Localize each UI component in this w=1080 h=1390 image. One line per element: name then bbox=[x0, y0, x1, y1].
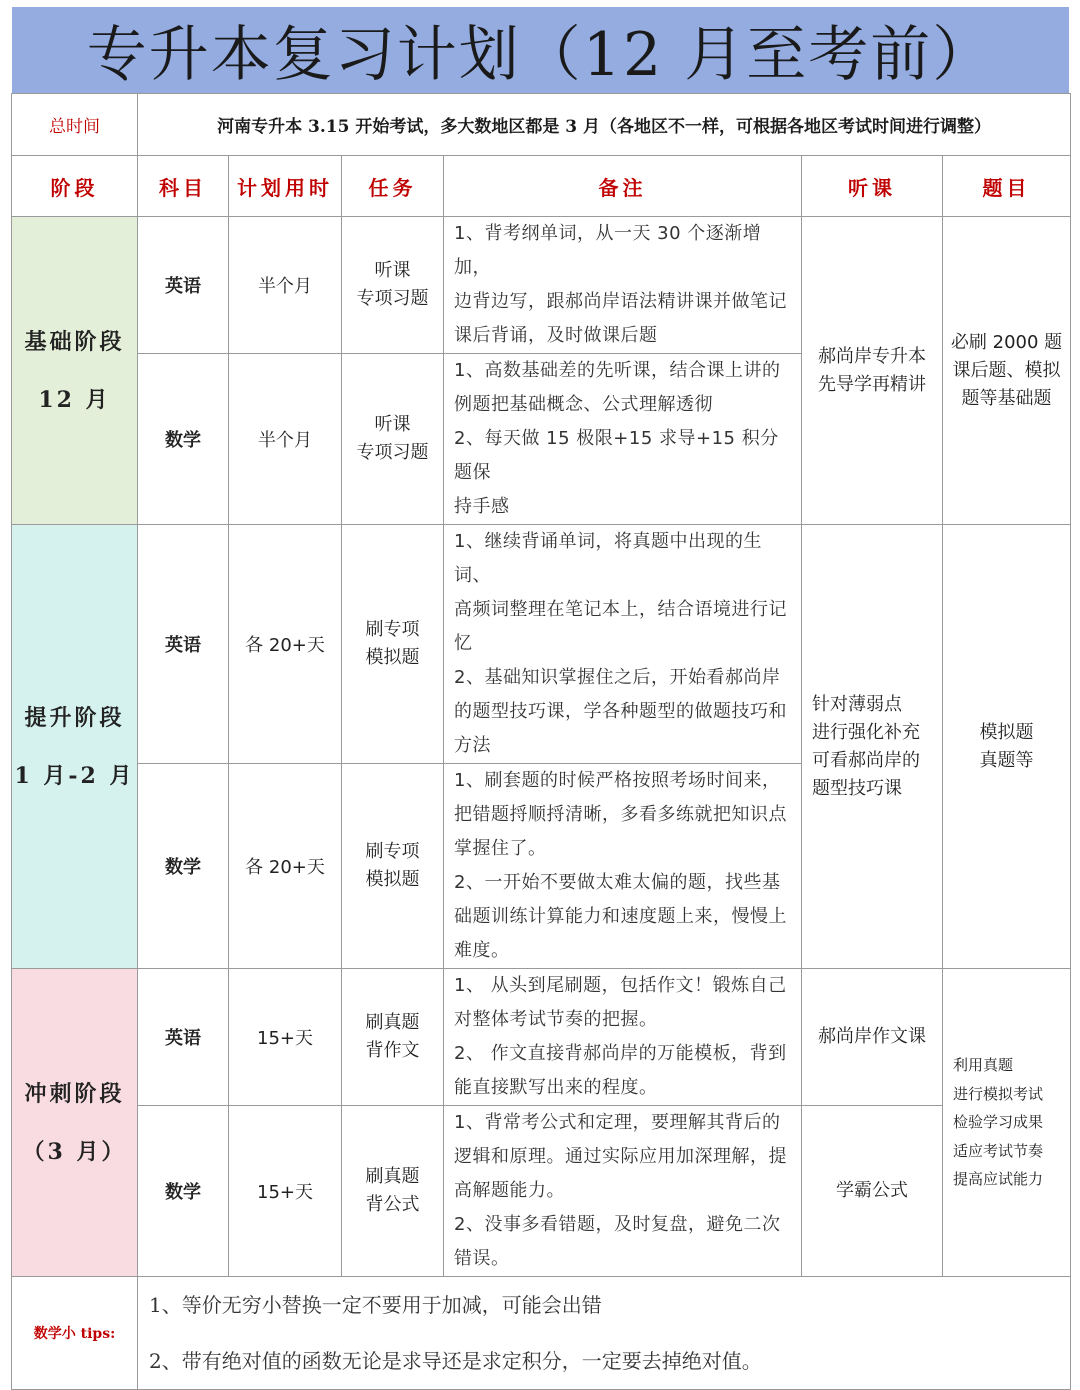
table-row bbox=[12, 217, 1071, 354]
note-line: 持手感 bbox=[454, 496, 510, 517]
stage-name: 冲刺阶段 bbox=[24, 1080, 125, 1107]
total-time-label: 总时间 bbox=[12, 94, 138, 156]
tips-row bbox=[12, 1277, 1071, 1390]
task-line: 刷专项 bbox=[365, 619, 420, 640]
note-line: 例题把基础概念、公式理解透彻 bbox=[454, 394, 713, 415]
note-line: 把错题捋顺捋清晰，多看多练就把知识点 bbox=[454, 804, 787, 825]
topic-line: 必刷 2000 题 bbox=[950, 331, 1063, 353]
task-line: 听课 bbox=[374, 414, 411, 435]
note-line: 2、没事多看错题，及时复盘，避免二次 bbox=[454, 1214, 781, 1235]
note-line: 错误。 bbox=[454, 1248, 510, 1269]
notes-cell bbox=[444, 969, 802, 1106]
lecture-line: 进行强化补充 bbox=[812, 721, 920, 743]
topics-cell bbox=[943, 217, 1071, 525]
stage-period: （3 月） bbox=[22, 1138, 127, 1165]
header-row bbox=[12, 156, 1071, 217]
title-bar bbox=[12, 7, 1069, 93]
task-line: 刷真题 bbox=[365, 1012, 420, 1033]
header-duration: 计划用时 bbox=[229, 156, 342, 217]
note-line: 1、刷套题的时候严格按照考场时间来， bbox=[454, 770, 781, 791]
topic-line: 适应考试节奏 bbox=[953, 1141, 1044, 1160]
lecture-line: 可看郝尚岸的 bbox=[812, 749, 920, 771]
duration-cell: 半个月 bbox=[229, 217, 342, 354]
lecture-cell bbox=[802, 217, 943, 525]
task-line: 模拟题 bbox=[365, 869, 420, 890]
note-line: 对整体考试节奏的把握。 bbox=[454, 1009, 658, 1030]
tips-cell bbox=[138, 1277, 1071, 1390]
notes-cell bbox=[444, 1106, 802, 1277]
note-line: 1、背考纲单词，从一天 30 个逐渐增加， bbox=[454, 223, 762, 278]
tip-line: 1、等价无穷小替换一定不要用于加减，可能会出错 bbox=[149, 1293, 602, 1317]
note-line: 1、继续背诵单词，将真题中出现的生词、 bbox=[454, 531, 762, 586]
note-line: 2、一开始不要做太难太偏的题，找些基 bbox=[454, 872, 781, 893]
stage-name: 基础阶段 bbox=[24, 328, 125, 355]
topic-line: 课后题、模拟 bbox=[952, 359, 1061, 381]
duration-cell: 15+天 bbox=[229, 1106, 342, 1277]
note-line: 难度。 bbox=[454, 940, 510, 961]
total-time-row bbox=[12, 94, 1071, 156]
subject-cell: 英语 bbox=[138, 217, 229, 354]
note-line: 逻辑和原理。通过实际应用加深理解，提 bbox=[454, 1146, 787, 1167]
task-line: 专项习题 bbox=[356, 288, 429, 309]
task-cell bbox=[342, 354, 444, 525]
total-time-text: 河南专升本 3.15 开始考试，多大数地区都是 3 月（各地区不一样，可根据各地区考试时间进行调整） bbox=[138, 94, 1071, 156]
stage-basic bbox=[12, 217, 138, 525]
header-topics: 题目 bbox=[943, 156, 1071, 217]
duration-cell: 15+天 bbox=[229, 969, 342, 1106]
duration-cell: 各 20+天 bbox=[229, 764, 342, 969]
note-line: 高频词整理在笔记本上，结合语境进行记 bbox=[454, 599, 787, 620]
task-cell bbox=[342, 764, 444, 969]
page-title: 专升本复习计划（12 月至考前） bbox=[86, 20, 995, 90]
topic-line: 题等基础题 bbox=[961, 387, 1052, 409]
note-line: 的题型技巧课，学各种题型的做题技巧和 bbox=[454, 701, 787, 722]
note-line: 1、高数基础差的先听课，结合课上讲的 bbox=[454, 360, 781, 381]
note-line: 1、 从头到尾刷题，包括作文！锻炼自己 bbox=[454, 975, 787, 996]
table-row bbox=[12, 969, 1071, 1106]
note-line: 高解题能力。 bbox=[454, 1180, 565, 1201]
task-cell bbox=[342, 969, 444, 1106]
stage-period: 1 月-2 月 bbox=[14, 762, 135, 789]
notes-cell bbox=[444, 764, 802, 969]
stage-sprint bbox=[12, 969, 138, 1277]
lecture-line: 郝尚岸专升本 bbox=[818, 345, 926, 367]
note-line: 忆 bbox=[454, 633, 473, 654]
task-line: 刷专项 bbox=[365, 841, 420, 862]
header-notes: 备注 bbox=[444, 156, 802, 217]
task-line: 刷真题 bbox=[365, 1166, 420, 1187]
subject-cell: 数学 bbox=[138, 354, 229, 525]
subject-cell: 数学 bbox=[138, 764, 229, 969]
notes-cell bbox=[444, 525, 802, 764]
duration-cell: 各 20+天 bbox=[229, 525, 342, 764]
header-lecture: 听课 bbox=[802, 156, 943, 217]
table-row bbox=[12, 1106, 1071, 1277]
subject-cell: 数学 bbox=[138, 1106, 229, 1277]
tips-label: 数学小 tips: bbox=[12, 1277, 138, 1390]
topic-line: 真题等 bbox=[979, 749, 1034, 771]
note-line: 础题训练计算能力和速度题上来，慢慢上 bbox=[454, 906, 787, 927]
task-cell bbox=[342, 217, 444, 354]
table-row bbox=[12, 525, 1071, 764]
lecture-line: 题型技巧课 bbox=[812, 777, 902, 799]
task-cell bbox=[342, 1106, 444, 1277]
note-line: 方法 bbox=[454, 735, 491, 756]
task-line: 背公式 bbox=[365, 1194, 420, 1215]
topic-line: 进行模拟考试 bbox=[953, 1084, 1044, 1103]
note-line: 1、背常考公式和定理，要理解其背后的 bbox=[454, 1112, 781, 1133]
task-line: 模拟题 bbox=[365, 647, 420, 668]
header-stage: 阶段 bbox=[12, 156, 138, 217]
note-line: 能直接默写出来的程度。 bbox=[454, 1077, 658, 1098]
stage-name: 提升阶段 bbox=[24, 704, 125, 731]
subject-cell: 英语 bbox=[138, 969, 229, 1106]
header-task: 任务 bbox=[342, 156, 444, 217]
lecture-cell: 郝尚岸作文课 bbox=[802, 969, 943, 1106]
lecture-line: 针对薄弱点 bbox=[812, 693, 902, 715]
stage-period: 12 月 bbox=[38, 386, 111, 413]
task-cell bbox=[342, 525, 444, 764]
stage-improve bbox=[12, 525, 138, 969]
task-line: 听课 bbox=[374, 260, 411, 281]
notes-cell bbox=[444, 354, 802, 525]
note-line: 2、基础知识掌握住之后，开始看郝尚岸 bbox=[454, 667, 781, 688]
task-line: 专项习题 bbox=[356, 442, 429, 463]
topic-line: 检验学习成果 bbox=[953, 1113, 1044, 1132]
lecture-cell bbox=[802, 525, 943, 969]
lecture-line: 先导学再精讲 bbox=[818, 373, 926, 395]
duration-cell: 半个月 bbox=[229, 354, 342, 525]
topic-line: 模拟题 bbox=[979, 721, 1034, 743]
notes-cell bbox=[444, 217, 802, 354]
note-line: 2、每天做 15 极限+15 求导+15 积分题保 bbox=[454, 428, 779, 483]
header-subject: 科目 bbox=[138, 156, 229, 217]
note-line: 边背边写，跟郝尚岸语法精讲课并做笔记 bbox=[454, 291, 787, 312]
note-line: 2、 作文直接背郝尚岸的万能模板，背到 bbox=[454, 1043, 787, 1064]
tip-line: 2、带有绝对值的函数无论是求导还是求定积分，一定要去掉绝对值。 bbox=[149, 1349, 762, 1373]
topics-cell bbox=[943, 525, 1071, 969]
lecture-cell: 学霸公式 bbox=[802, 1106, 943, 1277]
topic-line: 提高应试能力 bbox=[953, 1170, 1044, 1189]
note-line: 课后背诵，及时做课后题 bbox=[454, 325, 658, 346]
study-plan-table bbox=[11, 93, 1071, 1390]
task-line: 背作文 bbox=[365, 1040, 420, 1061]
topics-cell bbox=[943, 969, 1071, 1277]
note-line: 掌握住了。 bbox=[454, 838, 547, 859]
topic-line: 利用真题 bbox=[953, 1056, 1014, 1075]
subject-cell: 英语 bbox=[138, 525, 229, 764]
